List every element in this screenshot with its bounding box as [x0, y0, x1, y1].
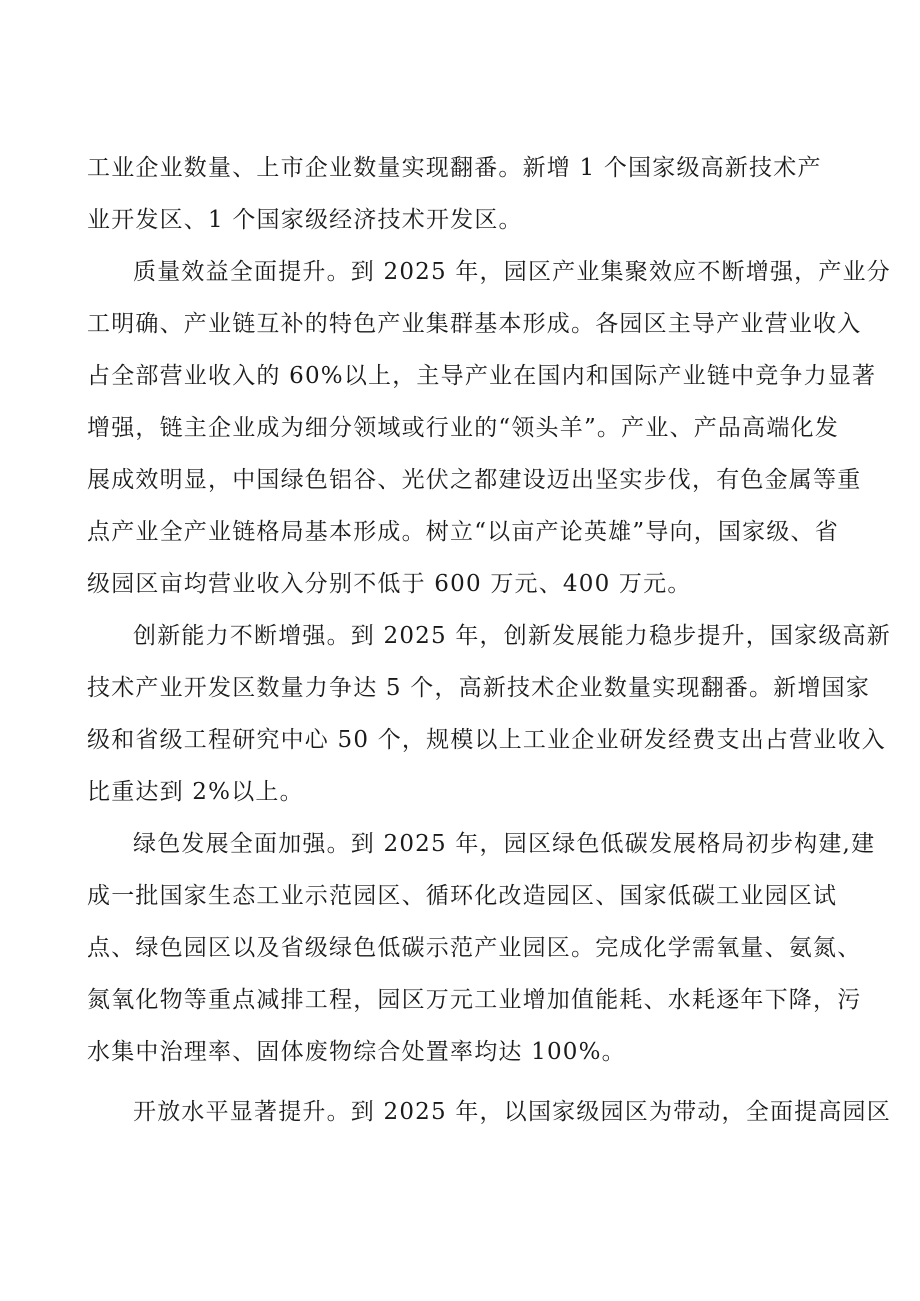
paragraph-4-line-2: 成一批国家生态工业示范园区、循环化改造园区、国家低碳工业园区试: [87, 883, 838, 909]
paragraph-4-line-1: 绿色发展全面加强。到 2025 年，园区绿色低碳发展格局初步构建,建: [133, 831, 876, 857]
paragraph-1-line-1: 工业企业数量、上市企业数量实现翻番。新增 1 个国家级高新技术产: [87, 155, 822, 181]
paragraph-4-line-5: 水集中治理率、固体废物综合处置率均达 100%。: [87, 1039, 626, 1065]
paragraph-3-line-3: 级和省级工程研究中心 50 个，规模以上工业企业研发经费支出占营业收入: [87, 727, 886, 753]
paragraph-4-line-3: 点、绿色园区以及省级绿色低碳示范产业园区。完成化学需氧量、氨氮、: [87, 935, 862, 961]
paragraph-2-line-4: 增强，链主企业成为细分领域或行业的“领头羊”。产业、产品高端化发: [87, 415, 839, 441]
paragraph-3-line-1: 创新能力不断增强。到 2025 年，创新发展能力稳步提升，国家级高新: [133, 623, 891, 649]
paragraph-5-line-1: 开放水平显著提升。到 2025 年，以国家级园区为带动，全面提高园区: [133, 1099, 891, 1125]
paragraph-2-line-6: 点产业全产业链格局基本形成。树立“以亩产论英雄”导向，国家级、省: [87, 519, 839, 545]
paragraph-4-line-4: 氮氧化物等重点减排工程，园区万元工业增加值能耗、水耗逐年下降，污: [87, 987, 862, 1013]
paragraph-2-line-3: 占全部营业收入的 60%以上，主导产业在国内和国际产业链中竞争力显著: [87, 363, 877, 389]
paragraph-1-line-2: 业开发区、1 个国家级经济技术开发区。: [87, 207, 523, 233]
paragraph-2-line-5: 展成效明显，中国绿色铝谷、光伏之都建设迈出坚实步伐，有色金属等重: [87, 467, 862, 493]
paragraph-3-line-4: 比重达到 2%以上。: [87, 779, 304, 805]
paragraph-2-line-7: 级园区亩均营业收入分别不低于 600 万元、400 万元。: [87, 571, 692, 597]
paragraph-2-line-1: 质量效益全面提升。到 2025 年，园区产业集聚效应不断增强，产业分: [133, 259, 891, 285]
paragraph-3-line-2: 技术产业开发区数量力争达 5 个，高新技术企业数量实现翻番。新增国家: [87, 675, 871, 701]
paragraph-2-line-2: 工明确、产业链互补的特色产业集群基本形成。各园区主导产业营业收入: [87, 311, 862, 337]
